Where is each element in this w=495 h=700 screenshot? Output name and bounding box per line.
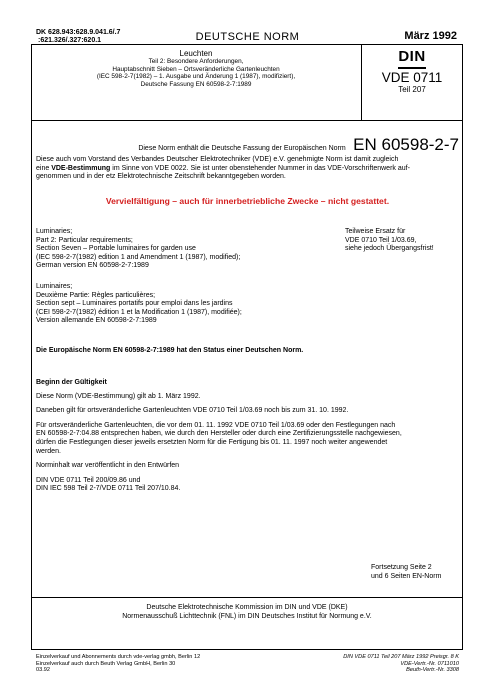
french-title-line: Deuxième Partie: Règles particulières; — [36, 291, 156, 299]
draft-line: DIN VDE 0711 Teil 200/09.86 und — [36, 476, 141, 484]
reproduction-notice: Vervielfältigung – auch für innerbetriebliche Zwecke – nicht gestattet. — [105, 196, 390, 206]
footer-line: VDE-Vertr.-Nr. 0711010 — [400, 660, 459, 667]
validity-line: EN 60598-2-7:04.88 entsprechen haben, wie durch den Hersteller oder durch eine Zertifizierungsstelle nachgewiesen, — [36, 430, 402, 438]
validity-paragraph: Norminhalt war veröffentlicht in den Entwürfen — [36, 462, 180, 470]
english-title-line: Luminaries; — [36, 228, 73, 235]
english-title — [36, 228, 336, 271]
continuation-note — [371, 564, 461, 581]
draft-references — [36, 477, 460, 494]
replacement-note — [345, 228, 460, 254]
validity-section — [36, 379, 460, 500]
validity-line: dürfen die Festlegungen dieser jeweils ersetzten Norm für die Fertigung bis 01. 11. 1997 noch weiter angewendet — [36, 438, 388, 446]
draft-line: DIN IEC 598 Teil 2-7/VDE 0711 Teil 207/10.84. — [36, 485, 181, 493]
commission-block — [31, 604, 463, 621]
english-title-line: German version EN 60598-2-7:1989 — [36, 262, 149, 270]
title-line: Teil 2: Besondere Anforderungen, — [148, 58, 244, 65]
title-main: Leuchten — [179, 49, 213, 58]
english-title-line: (IEC 598-2-7(1982) edition 1 and Amendment 1 (1987), modified); — [36, 253, 241, 261]
norm-title: DEUTSCHE NORM — [195, 31, 300, 43]
validity-paragraph: Diese Norm (VDE-Bestimmung) gilt ab 1. März 1992. — [36, 392, 201, 400]
footer-right — [343, 654, 459, 674]
dk-line-2: :621.326/.327:620.1 — [38, 37, 102, 44]
vde-bestimmung: VDE-Bestimmung — [51, 164, 111, 172]
title-block — [33, 49, 359, 88]
validity-line: Für ortsveränderliche Gartenleuchten, die vor dem 01. 11. 1992 VDE 0710 Teil 1/03.69 oder den Festlegungen nach — [36, 421, 396, 429]
status-line: Die Europäische Norm EN 60598-2-7:1989 hat den Status einer Deutschen Norm. — [36, 347, 304, 354]
dk-line-1: DK 628.943:628.9.041.6/.7 — [36, 29, 121, 36]
french-title-line: Version allemande EN 60598-2-7:1989 — [36, 317, 157, 325]
intro-line: genommen und in der etz Elektrotechnische Zeitschrift bekanntgegeben worden. — [36, 173, 286, 181]
din-logo — [398, 48, 425, 69]
intro-text: eine — [36, 164, 52, 172]
title-line: Hauptabschnitt Sieben – Ortsveränderliche Gartenleuchten — [112, 65, 280, 73]
validity-paragraph: Daneben gilt für ortsveränderliche Gartenleuchten VDE 0710 Teil 1/03.69 noch bis zum 31. 10. 1992. — [36, 407, 349, 415]
commission-line: Normenausschuß Lichttechnik (FNL) im DIN Deutsches Institut für Normung e.V. — [122, 612, 372, 620]
footer-line: DIN VDE 0711 Teil 207 März 1992 Preisgr. 8 K — [343, 654, 459, 660]
en-line — [138, 135, 459, 155]
intro-paragraph — [36, 156, 460, 182]
footer-left — [36, 654, 200, 674]
footer-line: Einzelverkauf und Abonnements durch vde-verlag gmbh, Berlin 12 — [36, 654, 201, 660]
french-title-line: Luminaires; — [36, 283, 73, 290]
validity-line: werden. — [36, 447, 61, 455]
intro-line: Diese auch vom Vorstand des Verbandes Deutscher Elektrotechniker (VDE) e.V. genehmigte Norm ist damit zugleich — [36, 156, 399, 163]
french-title — [36, 283, 356, 326]
footer-line: Einzelverkauf auch durch Beuth Verlag GmbH, Berlin 30 — [36, 660, 176, 667]
vde-number: VDE 0711 — [381, 70, 443, 85]
en-line-text: Diese Norm enthält die Deutsche Fassung der Europäischen Norm — [138, 145, 346, 152]
intro-text: im Sinne von VDE 0022. Sie ist unter obenstehender Nummer in das VDE-Vorschriftenwerk auf- — [110, 164, 410, 172]
continuation-line: Fortsetzung Seite 2 — [371, 564, 432, 571]
replacement-line: VDE 0710 Teil 1/03.69, — [345, 236, 417, 244]
commission-line: Deutsche Elektrotechnische Kommission im DIN und VDE (DKE) — [146, 604, 348, 611]
title-line: (IEC 598-2-7(1982) – 1. Ausgabe und Änderung 1 (1987), modifiziert), — [96, 73, 296, 81]
issue-date: März 1992 — [404, 30, 457, 42]
validity-heading: Beginn der Gültigkeit — [36, 379, 107, 386]
title-line: Deutsche Fassung EN 60598-2-7:1989 — [140, 80, 252, 88]
footer-line: Beuth-Vertr.-Nr. 3308 — [406, 667, 459, 674]
divider-title — [31, 120, 463, 121]
french-title-line: (CEI 598-2-7(1982) édition 1 et la Modification 1 (1987), modifiée); — [36, 308, 242, 316]
divider-commission — [31, 597, 463, 598]
english-title-line: Part 2: Particular requirements; — [36, 236, 133, 244]
french-title-line: Section sept – Luminaires portatifs pour emploi dans les jardins — [36, 300, 233, 308]
intro-line — [36, 165, 460, 174]
identifier-block — [362, 48, 462, 94]
en-number: EN 60598-2-7 — [353, 135, 459, 154]
footer-line: 03.92 — [36, 667, 50, 674]
validity-paragraph — [36, 422, 460, 456]
english-title-line: Section Seven – Portable luminaires for garden use — [36, 245, 196, 253]
din-logo-underline — [398, 67, 425, 69]
continuation-line: und 6 Seiten EN-Norm — [371, 572, 442, 580]
din-logo-text: DIN — [398, 48, 426, 65]
vde-part: Teil 207 — [398, 85, 426, 94]
replacement-line: siehe jedoch Übergangsfrist! — [345, 245, 434, 253]
replacement-line: Teilweise Ersatz für — [345, 228, 406, 235]
